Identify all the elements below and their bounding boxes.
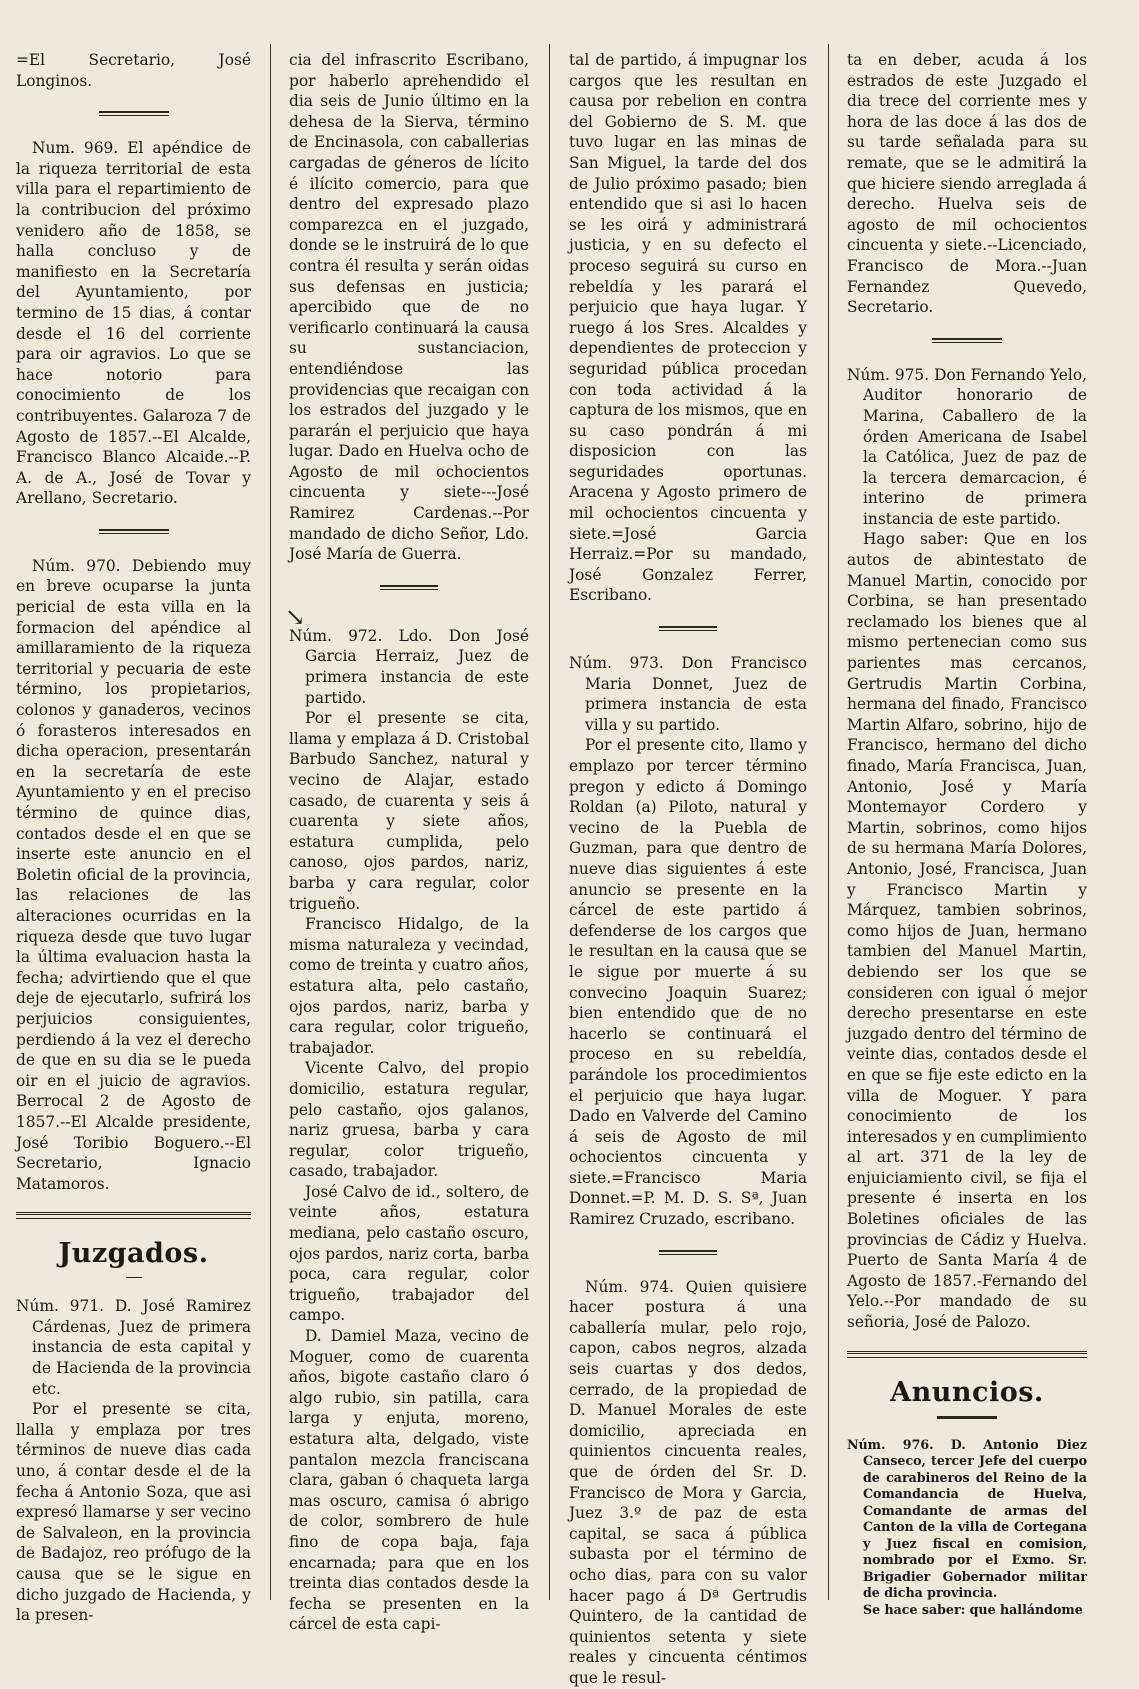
- entry-973-body: Por el presente cito, llamo y emplazo por tercer término pregon y edicto á Domingo Roldan (a) Piloto, natural y vecino de la Puebla de Guzman, para que dentro de nueve dias siguientes á este anuncio se presente en la cárcel de este partido á defenderse de los cargos que le resultan en la causa que se le sigue por muerte á su convecino Joaquin Suarez; bien entendido que de no hacerlo se continuará el proceso en su rebeldía, parándole los procedimientos el perjuicio que haya lugar. Dado en Valverde del Camino á seis de Agosto de mil ochocientos cincuenta y siete.=Francisco Maria Donnet.=P. M. D. S. Sª, Juan Ramirez Cruzado, escribano.: [569, 736, 807, 1229]
- entry-969: Num. 969. El apéndice de la riqueza territorial de esta villa para el repartimiento de la contribucion del próximo venidero año de 1858, se halla concluso y de manifiesto en la Secretaría del Ayuntamiento, por termino de 15 dias, á contar desde el 16 del corriente para oir agravios. Lo que se hace notorio para conocimiento de los contribuyentes. Galaroza 7 de Agosto de 1857.--El Alcalde, Francisco Blanco Alcaide.--P. A. de A., José de Tovar y Arellano, Secretario.: [16, 139, 251, 508]
- column-1: [16, 50, 251, 1626]
- entry-975-body: Hago saber: Que en los autos de abintestato de Manuel Martin, conocido por Corbina, se han presentado reclamado los bienes que al mismo pertenecian como sus parientes mas cercanos, Gertrudis Martin Corbina, hermana del finado, Francisco Martin Alfaro, sobrino, hijo de Francisco, hermano del dicho finado, María Francisca, Juan, Antonio, José y María Montemayor Cordero y Martin, sobrinos, como hijos de su hermana María Dolores, Antonio, José, Francisca, Juan y Francisco Martin y Márquez, tambien sobrinos, como hijos de Juan, hermano tambien del Manuel Martin, debiendo ser los que se consideren con igual ó mejor derecho presentarse en este juzgado dentro del término de veinte dias, contados desde el en que se fije este edicto en la villa de Moguer. Y para conocimiento de los interesados y en cumplimiento al art. 371 de la ley de enjuiciamiento civil, se fija el presente é inserta en los Boletines oficiales de las provincias de Cádiz y Huelva. Puerto de Santa María 4 de Agosto de 1857.-Fernando del Yelo.--Por mandado de su señoria, José de Palozo.: [847, 530, 1087, 1332]
- separator: [380, 585, 438, 590]
- entry-971-body: Por el presente se cita, llalla y emplaza por tres términos de nueve dias cada uno, á contar desde el de la fecha á Antonio Soza, que asi expresó llamarse y ser vecino de Salvaleon, en la provincia de Badajoz, reo prófugo de la causa que se le sigue en dicho juzgado de Hacienda, y la presen-: [16, 1400, 251, 1625]
- separator: [99, 111, 169, 116]
- section-rule: [16, 1218, 251, 1219]
- entry-972-para-1: Por el presente se cita, llama y emplaza á D. Cristobal Barbudo Sanchez, natural y vecino de Alajar, estado casado, de cuarenta y seis á cuarenta y siete años, estatura cumplida, pelo canoso, ojos pardos, nariz, barba y cara regular, color trigueño.: [289, 709, 529, 913]
- column-4: [847, 50, 1087, 1618]
- column-2: [285, 50, 529, 1635]
- entry-976-heading: Núm. 976. D. Antonio Diez Canseco, tercer Jefe del cuerpo de carabineros del Reino de la Comandancia de Huelva, Comandante de armas del Canton de la villa de Cortegana y Juez fiscal en comision, nombrado por el Exmo. Sr. Brigadier Gobernador militar de dicha provincia.: [847, 1436, 1087, 1601]
- entry-976-body: Se hace saber: que hallándome: [863, 1601, 1083, 1617]
- column-rule: [828, 44, 829, 1600]
- continued-text: ta en deber, acuda á los estrados de este Juzgado el dia trece del corriente mes y hora de las doce á las dos de su tarde señalada para su remate, que se le admitirá la que hiciere siendo arreglada á derecho. Huelva seis de agosto de mil ochocientos cincuenta y siete.--Licenciado, Francisco de Mora.--Juan Fernandez Quevedo, Secretario.: [847, 51, 1087, 317]
- section-heading-anuncios: Anuncios.: [890, 1376, 1044, 1408]
- entry-970: Núm. 970. Debiendo muy en breve ocuparse la junta pericial de esta villa en la formacion del apéndice al amillaramiento de la riqueza territorial y pecuaria de este término, los propietarios, colonos y ganaderos, vecinos ó forasteros interesados en dicha operacion, presentarán en la secretaría de este Ayuntamiento y en el preciso término de quince dias, contados desde el en que se inserte este anuncio en el Boletin oficial de la provincia, las relaciones de las alteraciones ocurridas en la riqueza desde que tuvo lugar la última evaluacion hasta la fecha; advirtiendo que el que deje de ejecutarlo, sufrirá los perjuicios consiguientes, perdiendo á la vez el derecho de que en su dia se le pueda oir en el juicio de agravios. Berrocal 2 de Agosto de 1857.--El Alcalde presidente, José Toribio Boguero.--El Secretario, Ignacio Matamoros.: [16, 556, 251, 1193]
- entry-975-heading: Núm. 975. Don Fernando Yelo, Auditor honorario de Marina, Caballero de la órden Americana de Isabel la Católica, Juez de paz de la tercera demarcacion, é interino de primera instancia de este partido.: [847, 365, 1087, 528]
- section-rule: [847, 1357, 1087, 1358]
- separator: [99, 529, 169, 534]
- section-heading-juzgados: Juzgados.: [58, 1238, 209, 1270]
- entry-974: Núm. 974. Quien quisiere hacer postura á una caballería mular, pelo rojo, capon, cabos negros, alzada seis cuartas y dos dedos, cerrado, de la propiedad de D. Manuel Morales de este domicilio, apreciada en quinientos cincuenta reales, que de órden del Sr. D. Francisco de Mora y Garcia, Juez 3.º de paz de esta capital, se saca á pública subasta por el término de ocho dias, para con su valor hacer pago á Dª Gertrudis Quintero, de la cantidad de quinientos setenta y siete reales y cincuenta céntimos que le resul-: [569, 1277, 807, 1687]
- continued-text: cia del infrascrito Escribano, por haberlo aprehendido el dia seis de Junio último en la dehesa de la Sierva, término de Encinasola, con caballerias cargadas de géneros de lícito é ilícito comercio, para que dentro del expresado plazo comparezca en el juzgado, donde se le instruirá de lo que contra él resulta y serán oidas sus defensas en justicia; apercibido que de no verificarlo continuará la causa su sustanciacion, entendiéndose las providencias que recaigan con los estrados del juzgado y le pararán el perjuicio que haya lugar. Dado en Huelva ocho de Agosto de mil ochocientos cincuenta y siete---José Ramirez Cardenas.--Por mandado de dicho Señor, Ldo. José María de Guerra.: [289, 51, 529, 564]
- section-rule: [16, 1212, 251, 1215]
- section-rule: [847, 1351, 1087, 1354]
- continued-text: =El Secretario, José Longinos.: [16, 51, 251, 90]
- entry-972-para-5: D. Damiel Maza, vecino de Moguer, como de cuarenta años, bigote castaño claro ó algo rubio, sin patilla, cara larga y enjuta, moreno, estatura alta, delgado, viste pantalon mezcla franciscana clara, gaban ó chaqueta larga mas oscuro, camisa ó abrigo de color, sombrero de hule fino de copa baja, faja encarnada; para que en los treinta dias contados desde la fecha se presenten en la cárcel de esta capi-: [289, 1327, 529, 1634]
- column-rule: [549, 44, 550, 1600]
- separator: [937, 1416, 997, 1419]
- entry-972-para-3: Vicente Calvo, del propio domicilio, estatura regular, pelo castaño, ojos galanos, nariz gruesa, barba y cara regular, color trigueño, casado, trabajador.: [289, 1059, 529, 1181]
- continued-text: tal de partido, á impugnar los cargos que les resultan en causa por rebelion en contra del Gobierno de S. M. que tuvo lugar en las minas de San Miguel, la tarde del dos de Julio próximo pasado; bien entendido que si asi lo hacen se les oirá y administrará justicia, y en su defecto el proceso seguirá su curso en rebeldía y les parará el perjuicio que haya lugar. Y ruego á los Sres. Alcaldes y dependientes de proteccion y seguridad pública procedan con toda actividad á la captura de los mismos, que en su caso pondrán á mi disposicion con las seguridades oportunas. Aracena y Agosto primero de mil ochocientos cincuenta y siete.=José Garcia Herraiz.=Por su mandado, José Gonzalez Ferrer, Escribano.: [569, 51, 807, 605]
- column-rule: [270, 44, 271, 1600]
- separator: [659, 626, 717, 631]
- entry-971-heading: Núm. 971. D. José Ramirez Cárdenas, Juez de primera instancia de esta capital y de Hacienda de la provincia etc.: [16, 1297, 251, 1398]
- separator: [126, 1277, 142, 1278]
- column-3: [569, 50, 807, 1689]
- handwritten-arrow-icon: ↘: [285, 602, 306, 631]
- entry-972-para-4: José Calvo de id., soltero, de veinte años, estatura mediana, pelo castaño oscuro, ojos pardos, nariz corta, barba poca, cara regular, color trigueño, trabajador del campo.: [289, 1182, 529, 1325]
- entry-973-heading: Núm. 973. Don Francisco Maria Donnet, Juez de primera instancia de esta villa y su partido.: [569, 654, 807, 734]
- entry-972-para-2: Francisco Hidalgo, de la misma naturaleza y vecindad, como de treinta y cuatro años, estatura alta, pelo castaño, ojos pardos, nariz, barba y cara regular, color trigueño, trabajador.: [289, 915, 529, 1057]
- separator: [659, 1250, 717, 1255]
- separator: [932, 338, 1002, 343]
- entry-972-heading: Núm. 972. Ldo. Don José Garcia Herraiz, Juez de primera instancia de este partido.: [289, 626, 529, 707]
